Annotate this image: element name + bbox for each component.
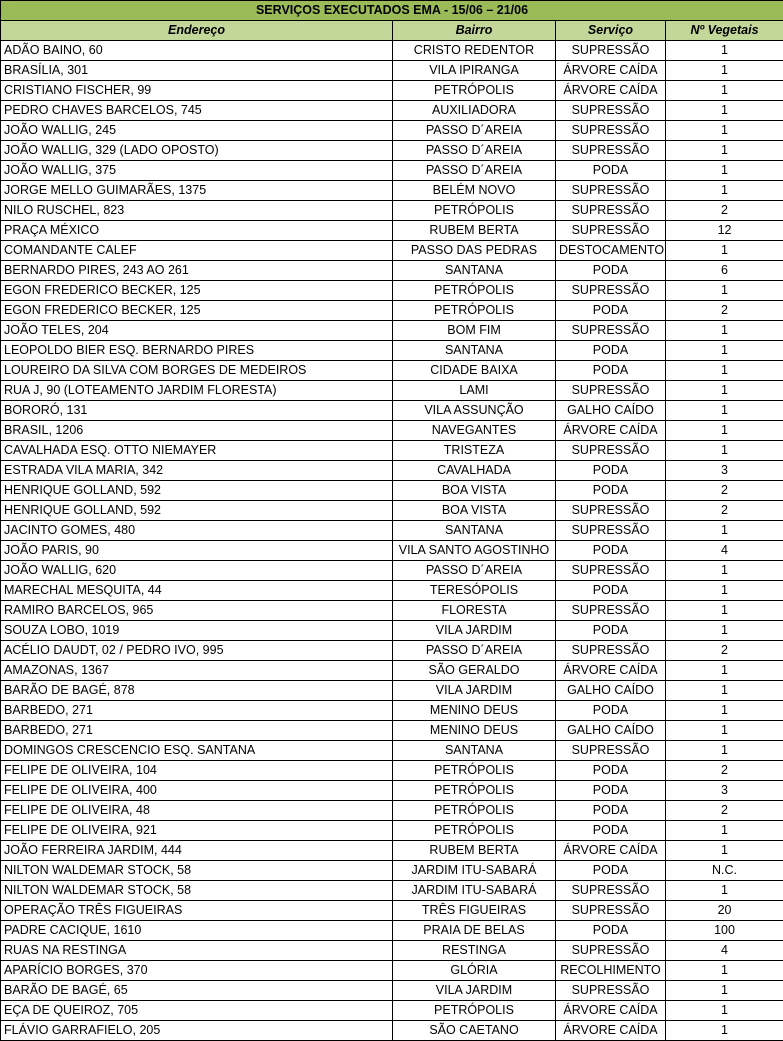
cell-servico: PODA <box>556 821 666 841</box>
cell-servico: SUPRESSÃO <box>556 181 666 201</box>
table-row <box>1 361 783 381</box>
cell-servico: SUPRESSÃO <box>556 101 666 121</box>
cell-endereco: FELIPE DE OLIVEIRA, 104 <box>1 761 393 781</box>
header-row <box>1 21 783 41</box>
cell-endereco: RUAS NA RESTINGA <box>1 941 393 961</box>
cell-num-vegetais: 1 <box>666 81 783 101</box>
table-body <box>1 41 783 1041</box>
cell-bairro: BOA VISTA <box>393 481 556 501</box>
cell-servico: SUPRESSÃO <box>556 601 666 621</box>
cell-endereco: JOÃO WALLIG, 245 <box>1 121 393 141</box>
cell-servico: SUPRESSÃO <box>556 381 666 401</box>
cell-num-vegetais: 1 <box>666 961 783 981</box>
cell-bairro: PETRÓPOLIS <box>393 301 556 321</box>
cell-num-vegetais: 1 <box>666 601 783 621</box>
cell-servico: SUPRESSÃO <box>556 561 666 581</box>
cell-endereco: BARÃO DE BAGÉ, 65 <box>1 981 393 1001</box>
cell-bairro: TRÊS FIGUEIRAS <box>393 901 556 921</box>
cell-endereco: EÇA DE QUEIROZ, 705 <box>1 1001 393 1021</box>
table-row <box>1 261 783 281</box>
cell-endereco: CAVALHADA ESQ. OTTO NIEMAYER <box>1 441 393 461</box>
cell-servico: RECOLHIMENTO <box>556 961 666 981</box>
cell-num-vegetais: 1 <box>666 1001 783 1021</box>
cell-bairro: BELÉM NOVO <box>393 181 556 201</box>
header-endereco: Endereço <box>1 21 393 41</box>
cell-bairro: VILA ASSUNÇÃO <box>393 401 556 421</box>
cell-endereco: JOÃO WALLIG, 375 <box>1 161 393 181</box>
table-row <box>1 681 783 701</box>
cell-servico: PODA <box>556 701 666 721</box>
table-row <box>1 241 783 261</box>
cell-servico: SUPRESSÃO <box>556 141 666 161</box>
cell-endereco: BARBEDO, 271 <box>1 701 393 721</box>
cell-endereco: JOÃO WALLIG, 329 (LADO OPOSTO) <box>1 141 393 161</box>
cell-bairro: CAVALHADA <box>393 461 556 481</box>
cell-servico: SUPRESSÃO <box>556 221 666 241</box>
cell-servico: PODA <box>556 161 666 181</box>
cell-num-vegetais: 100 <box>666 921 783 941</box>
table-row <box>1 981 783 1001</box>
cell-servico: PODA <box>556 481 666 501</box>
table-row <box>1 621 783 641</box>
cell-bairro: PETRÓPOLIS <box>393 281 556 301</box>
cell-endereco: ESTRADA VILA MARIA, 342 <box>1 461 393 481</box>
cell-num-vegetais: 1 <box>666 621 783 641</box>
table-row <box>1 821 783 841</box>
cell-servico: PODA <box>556 921 666 941</box>
table-row <box>1 741 783 761</box>
cell-endereco: FELIPE DE OLIVEIRA, 48 <box>1 801 393 821</box>
cell-servico: GALHO CAÍDO <box>556 721 666 741</box>
cell-bairro: BOM FIM <box>393 321 556 341</box>
table-row <box>1 101 783 121</box>
cell-servico: SUPRESSÃO <box>556 881 666 901</box>
cell-endereco: OPERAÇÃO TRÊS FIGUEIRAS <box>1 901 393 921</box>
table-row <box>1 541 783 561</box>
cell-servico: PODA <box>556 361 666 381</box>
cell-servico: PODA <box>556 541 666 561</box>
cell-servico: DESTOCAMENTO <box>556 241 666 261</box>
cell-servico: SUPRESSÃO <box>556 441 666 461</box>
cell-num-vegetais: 1 <box>666 241 783 261</box>
cell-bairro: SÃO CAETANO <box>393 1021 556 1041</box>
cell-endereco: BERNARDO PIRES, 243 AO 261 <box>1 261 393 281</box>
cell-endereco: HENRIQUE GOLLAND, 592 <box>1 481 393 501</box>
cell-bairro: PETRÓPOLIS <box>393 201 556 221</box>
cell-endereco: FELIPE DE OLIVEIRA, 921 <box>1 821 393 841</box>
cell-bairro: SANTANA <box>393 521 556 541</box>
cell-num-vegetais: 1 <box>666 741 783 761</box>
table-row <box>1 221 783 241</box>
cell-num-vegetais: 1 <box>666 581 783 601</box>
header-servico: Serviço <box>556 21 666 41</box>
cell-servico: PODA <box>556 261 666 281</box>
cell-num-vegetais: 1 <box>666 1021 783 1041</box>
cell-servico: GALHO CAÍDO <box>556 681 666 701</box>
table-row <box>1 921 783 941</box>
cell-num-vegetais: 2 <box>666 201 783 221</box>
cell-bairro: PETRÓPOLIS <box>393 781 556 801</box>
cell-num-vegetais: 1 <box>666 561 783 581</box>
cell-endereco: NILO RUSCHEL, 823 <box>1 201 393 221</box>
table-row <box>1 761 783 781</box>
cell-servico: SUPRESSÃO <box>556 321 666 341</box>
cell-servico: PODA <box>556 861 666 881</box>
cell-num-vegetais: 1 <box>666 401 783 421</box>
cell-num-vegetais: 1 <box>666 441 783 461</box>
cell-bairro: JARDIM ITU-SABARÁ <box>393 881 556 901</box>
cell-num-vegetais: 1 <box>666 121 783 141</box>
table-row <box>1 581 783 601</box>
cell-servico: SUPRESSÃO <box>556 201 666 221</box>
cell-bairro: PETRÓPOLIS <box>393 761 556 781</box>
table-row <box>1 61 783 81</box>
cell-num-vegetais: 2 <box>666 801 783 821</box>
cell-bairro: PETRÓPOLIS <box>393 81 556 101</box>
cell-servico: PODA <box>556 761 666 781</box>
cell-endereco: LEOPOLDO BIER ESQ. BERNARDO PIRES <box>1 341 393 361</box>
cell-endereco: JOÃO FERREIRA JARDIM, 444 <box>1 841 393 861</box>
cell-servico: SUPRESSÃO <box>556 521 666 541</box>
cell-endereco: PADRE CACIQUE, 1610 <box>1 921 393 941</box>
table-row <box>1 801 783 821</box>
cell-endereco: BRASÍLIA, 301 <box>1 61 393 81</box>
cell-num-vegetais: 1 <box>666 521 783 541</box>
cell-bairro: GLÓRIA <box>393 961 556 981</box>
cell-bairro: VILA IPIRANGA <box>393 61 556 81</box>
cell-bairro: PETRÓPOLIS <box>393 821 556 841</box>
cell-servico: SUPRESSÃO <box>556 981 666 1001</box>
cell-servico: SUPRESSÃO <box>556 741 666 761</box>
cell-servico: ÁRVORE CAÍDA <box>556 81 666 101</box>
cell-servico: ÁRVORE CAÍDA <box>556 61 666 81</box>
cell-bairro: NAVEGANTES <box>393 421 556 441</box>
cell-servico: ÁRVORE CAÍDA <box>556 841 666 861</box>
table-row <box>1 401 783 421</box>
cell-num-vegetais: 1 <box>666 701 783 721</box>
table-row <box>1 141 783 161</box>
table-row <box>1 301 783 321</box>
table-title: SERVIÇOS EXECUTADOS EMA - 15/06 – 21/06 <box>1 1 783 21</box>
cell-num-vegetais: 3 <box>666 461 783 481</box>
cell-servico: SUPRESSÃO <box>556 901 666 921</box>
cell-endereco: ACÉLIO DAUDT, 02 / PEDRO IVO, 995 <box>1 641 393 661</box>
table-row <box>1 281 783 301</box>
cell-bairro: PETRÓPOLIS <box>393 1001 556 1021</box>
cell-servico: ÁRVORE CAÍDA <box>556 421 666 441</box>
cell-endereco: PEDRO CHAVES BARCELOS, 745 <box>1 101 393 121</box>
cell-bairro: RESTINGA <box>393 941 556 961</box>
cell-servico: PODA <box>556 581 666 601</box>
cell-num-vegetais: 1 <box>666 141 783 161</box>
table-row <box>1 81 783 101</box>
cell-bairro: PASSO D´AREIA <box>393 161 556 181</box>
cell-num-vegetais: 1 <box>666 361 783 381</box>
cell-servico: PODA <box>556 301 666 321</box>
cell-bairro: PASSO D´AREIA <box>393 561 556 581</box>
cell-endereco: EGON FREDERICO BECKER, 125 <box>1 281 393 301</box>
header-bairro: Bairro <box>393 21 556 41</box>
cell-endereco: HENRIQUE GOLLAND, 592 <box>1 501 393 521</box>
cell-num-vegetais: 1 <box>666 881 783 901</box>
table-row <box>1 381 783 401</box>
cell-servico: PODA <box>556 341 666 361</box>
cell-servico: SUPRESSÃO <box>556 121 666 141</box>
cell-servico: SUPRESSÃO <box>556 41 666 61</box>
cell-endereco: RAMIRO BARCELOS, 965 <box>1 601 393 621</box>
cell-bairro: VILA SANTO AGOSTINHO <box>393 541 556 561</box>
cell-num-vegetais: 1 <box>666 981 783 1001</box>
table-row <box>1 161 783 181</box>
cell-bairro: FLORESTA <box>393 601 556 621</box>
table-row <box>1 701 783 721</box>
table-row <box>1 881 783 901</box>
cell-bairro: PRAIA DE BELAS <box>393 921 556 941</box>
cell-bairro: MENINO DEUS <box>393 701 556 721</box>
cell-servico: ÁRVORE CAÍDA <box>556 1001 666 1021</box>
cell-bairro: VILA JARDIM <box>393 981 556 1001</box>
cell-endereco: APARÍCIO BORGES, 370 <box>1 961 393 981</box>
cell-num-vegetais: 2 <box>666 481 783 501</box>
table-row <box>1 41 783 61</box>
cell-bairro: PASSO D´AREIA <box>393 641 556 661</box>
cell-num-vegetais: 2 <box>666 501 783 521</box>
cell-num-vegetais: 2 <box>666 641 783 661</box>
table-row <box>1 601 783 621</box>
cell-endereco: FLÁVIO GARRAFIELO, 205 <box>1 1021 393 1041</box>
cell-servico: SUPRESSÃO <box>556 501 666 521</box>
cell-servico: SUPRESSÃO <box>556 641 666 661</box>
cell-endereco: JACINTO GOMES, 480 <box>1 521 393 541</box>
cell-endereco: BARÃO DE BAGÉ, 878 <box>1 681 393 701</box>
cell-bairro: VILA JARDIM <box>393 621 556 641</box>
cell-servico: GALHO CAÍDO <box>556 401 666 421</box>
table-row <box>1 421 783 441</box>
cell-num-vegetais: 1 <box>666 681 783 701</box>
cell-endereco: COMANDANTE CALEF <box>1 241 393 261</box>
table-row <box>1 181 783 201</box>
cell-endereco: NILTON WALDEMAR STOCK, 58 <box>1 861 393 881</box>
cell-num-vegetais: 6 <box>666 261 783 281</box>
cell-bairro: PASSO D´AREIA <box>393 141 556 161</box>
table-row <box>1 461 783 481</box>
cell-servico: ÁRVORE CAÍDA <box>556 661 666 681</box>
cell-num-vegetais: 1 <box>666 101 783 121</box>
cell-endereco: JOÃO TELES, 204 <box>1 321 393 341</box>
cell-bairro: VILA JARDIM <box>393 681 556 701</box>
cell-servico: SUPRESSÃO <box>556 941 666 961</box>
cell-bairro: SANTANA <box>393 741 556 761</box>
table-row <box>1 201 783 221</box>
cell-num-vegetais: 2 <box>666 301 783 321</box>
cell-endereco: DOMINGOS CRESCENCIO ESQ. SANTANA <box>1 741 393 761</box>
table-row <box>1 941 783 961</box>
cell-endereco: JORGE MELLO GUIMARÃES, 1375 <box>1 181 393 201</box>
header-num-vegetais: Nº Vegetais <box>666 21 783 41</box>
cell-bairro: AUXILIADORA <box>393 101 556 121</box>
table-row <box>1 321 783 341</box>
cell-bairro: MENINO DEUS <box>393 721 556 741</box>
cell-endereco: SOUZA LOBO, 1019 <box>1 621 393 641</box>
cell-bairro: SÃO GERALDO <box>393 661 556 681</box>
cell-num-vegetais: 12 <box>666 221 783 241</box>
cell-endereco: MARECHAL MESQUITA, 44 <box>1 581 393 601</box>
cell-num-vegetais: 1 <box>666 181 783 201</box>
table-row <box>1 441 783 461</box>
cell-endereco: ADÃO BAINO, 60 <box>1 41 393 61</box>
cell-num-vegetais: 3 <box>666 781 783 801</box>
cell-bairro: PASSO D´AREIA <box>393 121 556 141</box>
cell-bairro: SANTANA <box>393 261 556 281</box>
cell-endereco: EGON FREDERICO BECKER, 125 <box>1 301 393 321</box>
cell-num-vegetais: 1 <box>666 721 783 741</box>
cell-servico: PODA <box>556 621 666 641</box>
table-row <box>1 481 783 501</box>
cell-endereco: PRAÇA MÉXICO <box>1 221 393 241</box>
cell-num-vegetais: 1 <box>666 421 783 441</box>
cell-endereco: RUA J, 90 (LOTEAMENTO JARDIM FLORESTA) <box>1 381 393 401</box>
cell-endereco: NILTON WALDEMAR STOCK, 58 <box>1 881 393 901</box>
table-row <box>1 561 783 581</box>
cell-num-vegetais: 1 <box>666 321 783 341</box>
cell-bairro: SANTANA <box>393 341 556 361</box>
cell-num-vegetais: 2 <box>666 761 783 781</box>
cell-bairro: PETRÓPOLIS <box>393 801 556 821</box>
cell-endereco: JOÃO PARIS, 90 <box>1 541 393 561</box>
table-row <box>1 641 783 661</box>
cell-servico: SUPRESSÃO <box>556 281 666 301</box>
cell-servico: ÁRVORE CAÍDA <box>556 1021 666 1041</box>
cell-bairro: RUBEM BERTA <box>393 221 556 241</box>
cell-bairro: LAMI <box>393 381 556 401</box>
table-row <box>1 1021 783 1041</box>
cell-endereco: AMAZONAS, 1367 <box>1 661 393 681</box>
cell-servico: PODA <box>556 801 666 821</box>
cell-bairro: RUBEM BERTA <box>393 841 556 861</box>
title-row <box>1 1 783 21</box>
table-row <box>1 841 783 861</box>
table-row <box>1 961 783 981</box>
table-row <box>1 661 783 681</box>
cell-servico: PODA <box>556 781 666 801</box>
table-row <box>1 1001 783 1021</box>
cell-endereco: JOÃO WALLIG, 620 <box>1 561 393 581</box>
cell-bairro: TRISTEZA <box>393 441 556 461</box>
cell-num-vegetais: 1 <box>666 841 783 861</box>
table-row <box>1 901 783 921</box>
cell-num-vegetais: 4 <box>666 541 783 561</box>
table-row <box>1 781 783 801</box>
cell-endereco: FELIPE DE OLIVEIRA, 400 <box>1 781 393 801</box>
cell-num-vegetais: N.C. <box>666 861 783 881</box>
cell-num-vegetais: 4 <box>666 941 783 961</box>
cell-endereco: BARBEDO, 271 <box>1 721 393 741</box>
table-row <box>1 341 783 361</box>
table-row <box>1 121 783 141</box>
cell-num-vegetais: 1 <box>666 341 783 361</box>
cell-num-vegetais: 1 <box>666 161 783 181</box>
cell-bairro: CIDADE BAIXA <box>393 361 556 381</box>
cell-num-vegetais: 1 <box>666 661 783 681</box>
cell-endereco: LOUREIRO DA SILVA COM BORGES DE MEDEIROS <box>1 361 393 381</box>
cell-endereco: BORORÓ, 131 <box>1 401 393 421</box>
cell-bairro: CRISTO REDENTOR <box>393 41 556 61</box>
cell-num-vegetais: 1 <box>666 61 783 81</box>
cell-num-vegetais: 1 <box>666 281 783 301</box>
cell-num-vegetais: 1 <box>666 41 783 61</box>
cell-num-vegetais: 1 <box>666 821 783 841</box>
table-row <box>1 861 783 881</box>
cell-num-vegetais: 1 <box>666 381 783 401</box>
cell-bairro: BOA VISTA <box>393 501 556 521</box>
table-row <box>1 501 783 521</box>
cell-bairro: TERESÓPOLIS <box>393 581 556 601</box>
table-row <box>1 721 783 741</box>
cell-endereco: BRASIL, 1206 <box>1 421 393 441</box>
cell-bairro: PASSO DAS PEDRAS <box>393 241 556 261</box>
cell-num-vegetais: 20 <box>666 901 783 921</box>
cell-servico: PODA <box>556 461 666 481</box>
table-row <box>1 521 783 541</box>
cell-bairro: JARDIM ITU-SABARÁ <box>393 861 556 881</box>
cell-endereco: CRISTIANO FISCHER, 99 <box>1 81 393 101</box>
